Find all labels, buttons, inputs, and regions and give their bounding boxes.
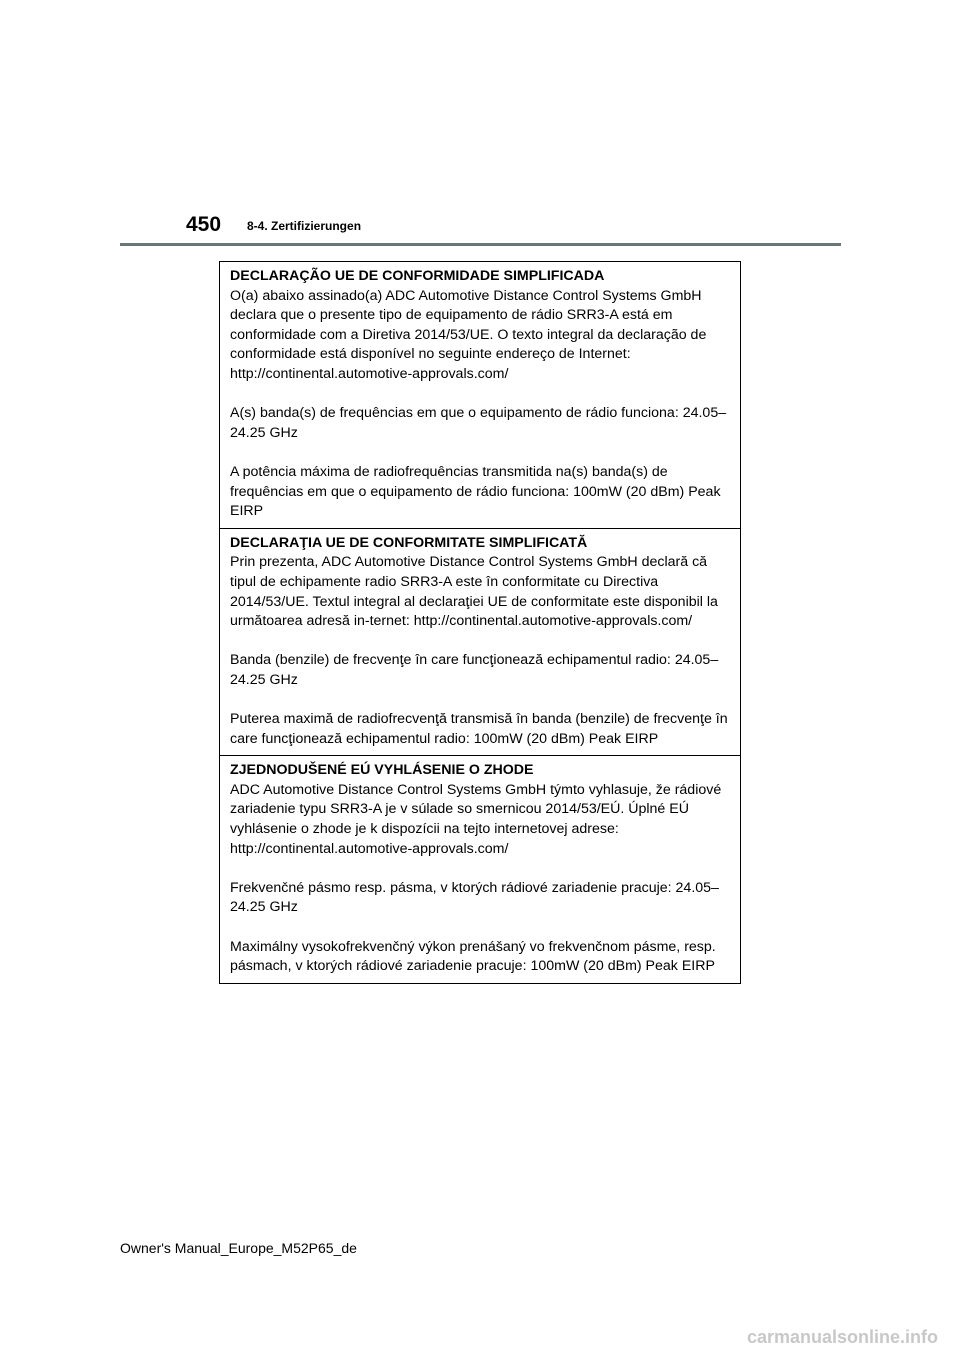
declaration-paragraph: Banda (benzile) de frecvenţe în care funcţionează echipamentul radio: 24.05–24.25 GHz [230, 652, 719, 688]
declaration-paragraph: Maximálny vysokofrekvenčný výkon prenášaný vo frekvenčnom pásme, resp. pásmach, v ktorých rádiové zariadenie pracuje: 100mW (20 dBm) Peak EIRP [230, 938, 716, 975]
declaration-paragraph: ADC Automotive Distance Control Systems GmbH týmto vyhlasuje, že rádiové zariadenie typu SRR3-A je v súlade so smernicou 2014/53/EÚ. Úplné EÚ vyhlásenie o zhode je k dispozícii na tejto internetovej adrese: http://continental.automotive-approvals.com/ [230, 781, 722, 857]
certification-box [219, 261, 741, 984]
declaration-paragraph: Puterea maximă de radiofrecvenţă transmisă în banda (benzile) de frecvenţe în care funcţionează echipamentul radio: 100mW (20 dBm) Peak EIRP [230, 711, 728, 747]
page-number: 450 [186, 213, 222, 236]
declaration-paragraph: Prin prezenta, ADC Automotive Distance Control Systems GmbH declară că tipul de echipamente radio SRR3-A este în conformitate cu Directiva 2014/53/UE. Textul integral al declaraţiei UE de conformitate este disponibil la următoarea adresă in-ternet: http://continental.automotive-approvals.com/ [230, 554, 718, 630]
declaration-paragraph: O(a) abaixo assinado(a) ADC Automotive Distance Control Systems GmbH declara que o presente tipo de equipamento de rádio SRR3-A está em conformidade com a Diretiva 2014/53/UE. O texto integral da declaração de conformidade está disponível no seguinte endereço de Internet: http://continental.automotive-approvals.com/ [230, 287, 707, 382]
declaration-paragraph: Frekvenčné pásmo resp. pásma, v ktorých rádiové zariadenie pracuje: 24.05–24.25 GHz [230, 879, 719, 916]
declaration-paragraph: A potência máxima de radiofrequências transmitida na(s) banda(s) de frequências em que o equipamento de rádio funciona: 100mW (20 dBm) Peak EIRP [230, 463, 721, 520]
declaration-heading: ZJEDNODUŠENÉ EÚ VYHLÁSENIE O ZHODE [230, 762, 534, 779]
header-divider [120, 243, 841, 246]
declaration-heading: DECLARAŢIA UE DE CONFORMITATE SIMPLIFICATĂ [230, 534, 588, 551]
watermark-logo: carmanualsonline.info [746, 1327, 938, 1347]
declaration-portuguese [220, 262, 740, 529]
manual-footer-id: Owner's Manual_Europe_M52P65_de [120, 1240, 357, 1256]
declaration-heading: DECLARAÇÃO UE DE CONFORMIDADE SIMPLIFICADA [230, 268, 605, 284]
declaration-romanian [220, 529, 740, 757]
section-title: 8-4. Zertifizierungen [247, 219, 362, 233]
declaration-paragraph: A(s) banda(s) de frequências em que o equipamento de rádio funciona: 24.05–24.25 GHz [230, 405, 727, 441]
declaration-slovak [220, 756, 740, 983]
